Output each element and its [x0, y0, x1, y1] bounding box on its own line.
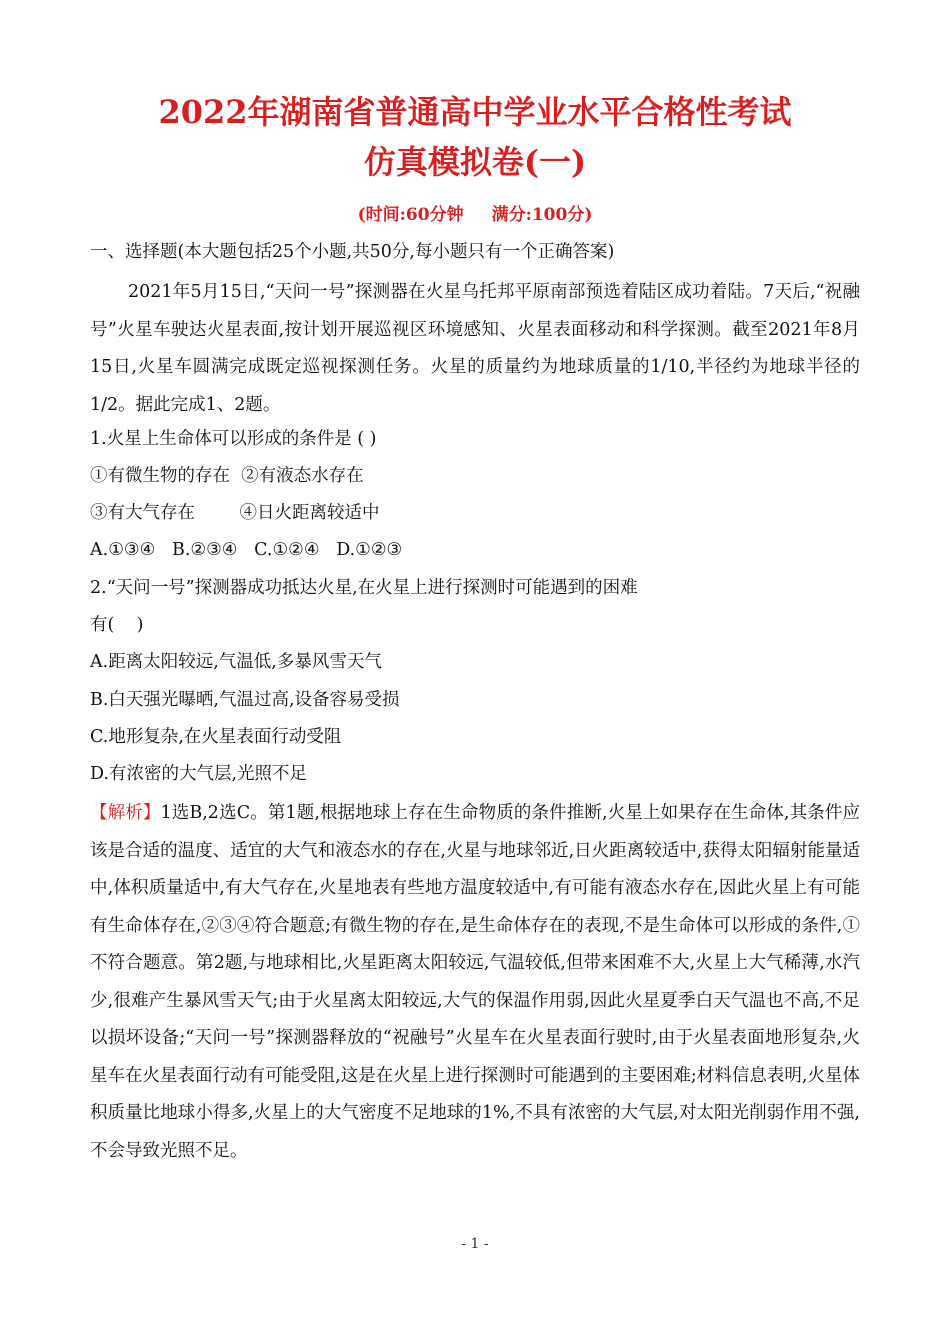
- analysis-text: 1选B,2选C。第1题,根据地球上存在生命物质的条件推断,火星上如果存在生命体,其条件应该是合适的温度、适宜的大气和液态水的存在,火星与地球邻近,日火距离较适中,获得太阳辐射能量适中,体积质量适中,有大气存在,火星地表有些地方温度较适中,有可能有液态水存在,因此火星上有可能有生命体存在,②③④符合题意;有微生物的存在,是生命体存在的表现,不是生命体可以形成的条件,①不符合题意。第2题,与地球相比,火星距离太阳较远,气温较低,但带来困难不大,火星上大气稀薄,水汽少,很难产生暴风雪天气;由于火星离太阳较远,大气的保温作用弱,因此火星夏季白天气温也不高,不足以损坏设备;“天问一号”探测器释放的“祝融号”火星车在火星表面行驶时,由于火星表面地形复杂,火星车在火星表面行动有可能受阻,这是在火星上进行探测时可能遇到的主要困难;材料信息表明,火星体积质量比地球小得多,火星上的大气密度不足地球的1%,不具有浓密的大气层,对太阳光削弱作用不强,不会导致光照不足。: [90, 803, 860, 1161]
- exam-meta: [0, 203, 950, 227]
- question-2-option-c: C.地形复杂,在火星表面行动受阻: [90, 727, 342, 747]
- question-2-stem-cont: 有( ): [90, 615, 144, 635]
- exam-title-line2: 仿真模拟卷(一): [363, 143, 587, 181]
- section-heading: 一、选择题(本大题包括25个小题,共50分,每小题只有一个正确答案): [90, 242, 615, 262]
- passage: 2021年5月15日,“天问一号”探测器在火星乌托邦平原南部预选着陆区成功着陆。7天后,“祝融号”火星车驶达火星表面,按计划开展巡视区环境感知、火星表面移动和科学探测。截至2021年8月15日,火星车圆满完成既定巡视探测任务。火星的质量约为地球质量的1/10,半径约为地球半径的1/2。据此完成1、2题。: [90, 282, 860, 415]
- analysis: [90, 795, 860, 1170]
- question-2-option-d: D.有浓密的大气层,光照不足: [90, 764, 308, 784]
- question-2-option-b: B.白天强光曝晒,气温过高,设备容易受损: [90, 690, 400, 710]
- exam-score: 满分:100分): [491, 205, 593, 225]
- exam-time: (时间:60分钟: [357, 205, 464, 225]
- analysis-label: 【解析】: [90, 803, 161, 823]
- question-2-stem: 2.“天问一号”探测器成功抵达火星,在火星上进行探测时可能遇到的困难: [90, 578, 638, 598]
- question-1-choices: A.①③④ B.②③④ C.①②④ D.①②③: [90, 540, 403, 560]
- question-2-option-a: A.距离太阳较远,气温低,多暴风雪天气: [90, 652, 382, 672]
- question-1-option-line: ③有大气存在 ④日火距离较适中: [90, 503, 380, 523]
- question-1-option-line: ①有微生物的存在 ②有液态水存在: [90, 466, 364, 486]
- question-1-stem: 1.火星上生命体可以形成的条件是 ( ): [90, 429, 377, 449]
- page-number: - 1 -: [461, 1236, 489, 1252]
- exam-title-line1: 2022年湖南省普通高中学业水平合格性考试: [158, 93, 792, 131]
